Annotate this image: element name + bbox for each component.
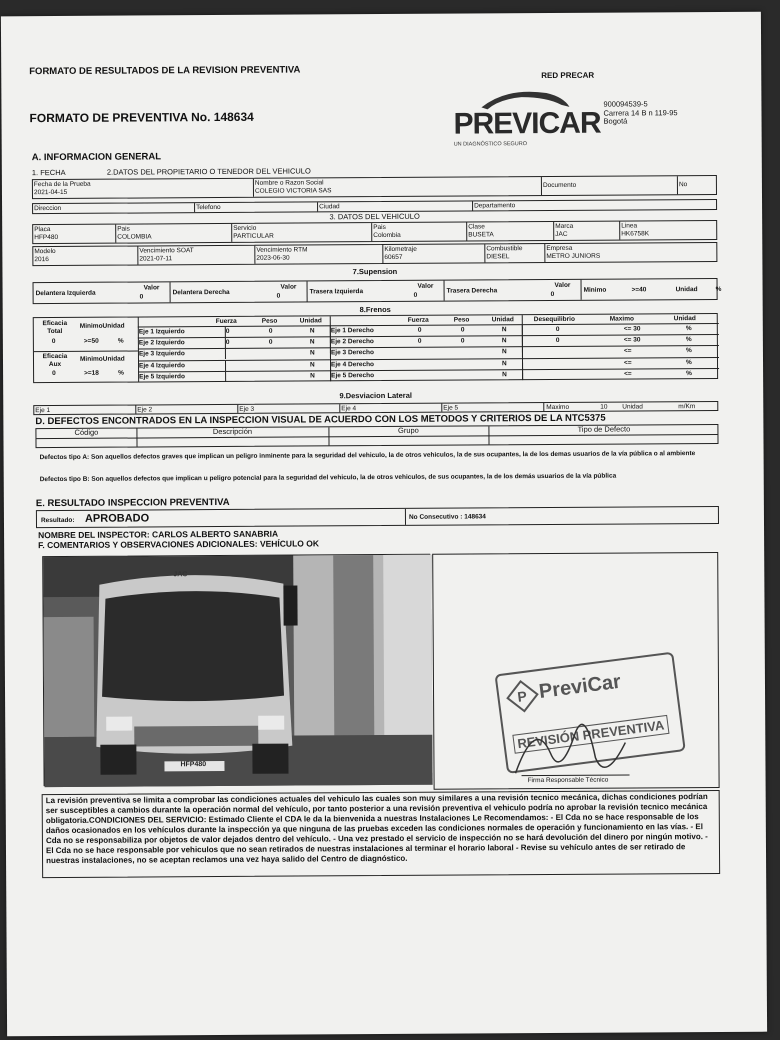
vehicle-field-label: Pais xyxy=(117,225,130,233)
vehicle-photo xyxy=(42,554,431,786)
frenos-col-divider xyxy=(522,348,523,358)
vehicle-row-1 xyxy=(32,220,717,244)
frenos-table xyxy=(33,313,718,383)
freno-eje-der: Eje 1 Derecho xyxy=(330,327,374,335)
freno-eje-der: Eje 2 Derecho xyxy=(330,338,374,346)
network-name: RED PRECAR xyxy=(541,70,595,81)
vehicle-field-value: Colombia xyxy=(373,231,401,240)
frenos-rows xyxy=(138,323,719,383)
freno-unidad: % xyxy=(686,369,692,377)
stamp-brand: PreviCar xyxy=(537,670,623,704)
vehicle-field-label: Vencimiento RTM xyxy=(256,246,308,254)
vehicle-field xyxy=(485,244,545,262)
freno-fuerza-der: 0 xyxy=(417,337,422,345)
freno-unidad-der: N xyxy=(501,348,507,356)
razon-value: COLEGIO VICTORIA SAS xyxy=(254,187,332,195)
suspension-valor: 0 xyxy=(413,291,418,299)
frenos-row xyxy=(138,368,719,383)
frenos-col-divider xyxy=(522,359,523,369)
comentarios: F. COMENTARIOS Y OBSERVACIONES ADICIONALES: VEHÍCULO OK xyxy=(38,538,320,551)
freno-eje-izq: Eje 3 Izquierdo xyxy=(138,350,185,358)
desviacion-eje xyxy=(442,403,544,412)
vehicle-field xyxy=(33,246,138,265)
eficacia-aux-unit: % xyxy=(118,369,124,377)
freno-unidad-der: N xyxy=(501,359,507,367)
inspector-name: NOMBRE DEL INSPECTOR: CARLOS ALBERTO SANABRIA xyxy=(38,528,279,541)
suspension-field xyxy=(171,281,308,302)
vehicle-field-label: Placa xyxy=(34,226,51,234)
frenos-col-divider xyxy=(330,326,331,336)
vehicle-field xyxy=(620,221,718,240)
desviacion-eje xyxy=(238,404,340,413)
no-label: No xyxy=(678,181,688,189)
suspension-valor: 0 xyxy=(276,292,281,300)
signature-scribble-icon xyxy=(505,712,645,783)
vehicle-field xyxy=(255,245,383,264)
vehicle-row-2 xyxy=(32,242,717,266)
result-row xyxy=(36,506,719,528)
desviacion-maximo-label: Maximo xyxy=(546,403,570,412)
suspension-minimo-value: >=40 xyxy=(631,286,647,294)
desviacion-unidad-value: m/Km xyxy=(678,403,696,411)
bus-brand: JAC xyxy=(173,571,188,579)
resultado-label: Resultado: xyxy=(40,516,75,525)
vehicle-field-label: Combustible xyxy=(486,245,523,253)
vehicle-field-value: PARTICULAR xyxy=(233,232,274,240)
vehicle-field-label: Kilometraje xyxy=(384,245,417,253)
eficacia-total-value: 0 xyxy=(51,338,56,346)
desviacion-unidad-label: Unidad xyxy=(622,403,643,411)
vehicle-field-value: BUSETA xyxy=(468,231,494,239)
vehicle-field-value: HK6758K xyxy=(621,230,650,238)
freno-peso-izq: 0 xyxy=(268,327,273,335)
company-nit: 900094539-5 xyxy=(603,99,648,109)
disclaimer-text: La revisión preventiva se limita a comprobar las condiciones actuales del vehiculo las cuales son muy similares a una revisión tecnico mecánica, dichas condiciones podrían ser susceptibles a cambios durante la operación normal del vehículo, por tanto posterior a una revisión preventiva el vehiculo podría no aprobar la revisión tecnico mecánica obligatoria.CONDICIONES DEL SERVICIO: Estimado Cliente el CDA le da la bienvenida a nuestras Instalaciones Le Recomendamos: - El Cda no se hace responsable de los daños ocasionados en los vehículos durante la inspección ya que ninguna de las pruebas exceden las condiciones normales de operación y funcionamiento en las vías. - El Cda no se responsabiliza por objetos de valor dejados dentro del vehículo. - Una vez prestado el servicio de inspección no se hará devolución del dinero por ningún motivo. - El Cda no se hace responsable por vehiculos que no sean retirados de nuestras instalaciones al terminar el horario laboral - Revise su vehículo antes de ser retirado de nuestras instalaciones, no se aceptan reclamos una vez haya salido del Centro de diagnóstico. xyxy=(45,792,708,866)
form-title: FORMATO DE PREVENTIVA No. 148634 xyxy=(29,109,254,126)
razon-label: Nombre o Razon Social xyxy=(254,179,324,187)
col-desequilibrio: Desequilibrio xyxy=(533,315,575,324)
eficacia-aux-label: Eficacia Aux xyxy=(42,352,68,368)
suspension-minimo xyxy=(582,279,722,300)
defects-table xyxy=(35,424,718,448)
documento-label: Documento xyxy=(542,181,577,190)
desviacion-eje-label: Eje 1 xyxy=(35,407,51,415)
suspension-valor: 0 xyxy=(550,290,555,298)
telefono-label: Telefono xyxy=(196,203,221,212)
freno-maximo: <= 30 xyxy=(623,336,641,344)
frenos-col-divider xyxy=(522,325,523,335)
col-peso-right: Peso xyxy=(453,316,470,324)
stamp-logo-icon xyxy=(503,677,541,715)
frenos-col-divider xyxy=(225,372,226,382)
note-defect-a: Defectos tipo A: Son aquellos defectos graves que implican un peligro inminente para la seguridad del vehiculo, la de otros vehiculos, la de sus ocupantes, la de los demas usuarios de la vía pública o al ambiente xyxy=(39,450,696,462)
col-unidad-right: Unidad xyxy=(491,316,514,324)
desviacion-eje-label: Eje 4 xyxy=(341,405,357,413)
frenos-col-divider xyxy=(225,349,226,359)
freno-peso-izq: 0 xyxy=(268,338,273,346)
doc-title: FORMATO DE RESULTADOS DE LA REVISION PREVENTIVA xyxy=(29,64,301,78)
section-d-title: D. DEFECTOS ENCONTRADOS EN LA INSPECCION VISUAL DE ACUERDO CON LOS METODOS Y CRITERIOS DE LA NTC5375 xyxy=(35,412,606,428)
frenos-col-divider xyxy=(225,361,226,371)
svg-text:P: P xyxy=(516,687,528,705)
vehicle-field-label: Modelo xyxy=(34,248,56,256)
suspension-label: Delantera Derecha xyxy=(172,288,230,297)
vehicle-field-value: METRO JUNIORS xyxy=(546,252,601,261)
suspension-valor-label: Valor xyxy=(417,282,434,290)
eficacia-total-min: >=50 xyxy=(83,337,99,345)
section-a-title: A. INFORMACION GENERAL xyxy=(31,151,162,164)
desviacion-maximo-value: 10 xyxy=(600,403,608,411)
vehicle-field xyxy=(138,246,255,265)
vehicle-field xyxy=(232,223,372,242)
freno-unidad: % xyxy=(685,336,692,344)
vehicle-field-label: Vencimiento SOAT xyxy=(139,247,194,255)
company-info xyxy=(603,100,677,126)
suspension-minimo-label: Minimo xyxy=(583,286,607,294)
eficacia-aux-min: >=18 xyxy=(84,369,99,377)
frenos-col-divider xyxy=(330,338,331,348)
section-propietario-label: 2.DATOS DEL PROPIETARIO O TENEDOR DEL VEHICULO xyxy=(106,166,311,177)
vehicle-field-label: Marca xyxy=(555,222,574,230)
desviacion-maximo xyxy=(544,402,719,411)
freno-desequilibrio: 0 xyxy=(555,325,560,333)
frenos-col-divider xyxy=(225,338,226,348)
suspension-unidad-label: Unidad xyxy=(675,286,698,294)
previcar-logo xyxy=(451,83,601,154)
freno-unidad-izq: N xyxy=(310,372,315,380)
freno-unidad-der: N xyxy=(502,371,507,379)
vehicle-field-label: Servicio xyxy=(233,224,257,232)
vehicle-field-value: HFP480 xyxy=(34,233,59,242)
vehicle-field xyxy=(467,222,554,241)
desviacion-row xyxy=(33,401,718,415)
col-unidad: Unidad xyxy=(673,315,696,323)
frenos-col-divider xyxy=(330,371,331,381)
firma-label: Firma Responsable Técnico xyxy=(527,776,609,785)
freno-desequilibrio: 0 xyxy=(555,337,560,345)
consecutivo: No Consecutivo : 148634 xyxy=(408,513,486,521)
note-defect-b: Defectos tipo B: Son aquellos defectos que implican u peligro potencial para la seguridad del vehiculo, la de otros vehiculos, de sus ocupantes, la de los demás usuarios de la vía pública xyxy=(39,472,617,484)
vehicle-field xyxy=(545,243,718,262)
freno-eje-der: Eje 5 Derecho xyxy=(331,371,375,380)
col-fuerza-left: Fuerza xyxy=(215,317,237,326)
vehicle-field-value: DIESEL xyxy=(486,253,510,261)
frenos-col-divider xyxy=(225,327,226,337)
freno-unidad: % xyxy=(685,347,692,355)
col-codigo: Código xyxy=(74,427,99,437)
suspension-label: Trasera Derecha xyxy=(446,287,498,295)
suspension-label: Delantera Izquierda xyxy=(35,289,96,298)
freno-fuerza-izq: 0 xyxy=(225,339,230,347)
desviacion-title: 9.Desviacion Lateral xyxy=(339,390,413,401)
freno-peso-der: 0 xyxy=(460,337,465,345)
desviacion-eje-label: Eje 3 xyxy=(239,405,255,413)
eficacia-aux-value: 0 xyxy=(52,370,56,378)
freno-unidad-izq: N xyxy=(309,349,315,357)
vehicle-field-value: JAC xyxy=(555,230,568,238)
col-fuerza-right: Fuerza xyxy=(407,316,429,324)
freno-maximo: <= xyxy=(624,370,632,378)
col-descripcion: Descripción xyxy=(212,426,253,437)
eficacia-total-minlabel: MinimoUnidad xyxy=(79,322,125,330)
disclaimer-box xyxy=(42,790,721,878)
suspension-unidad-value: % xyxy=(715,285,722,293)
freno-eje-der: Eje 4 Derecho xyxy=(331,360,375,368)
vehicle-field-value: 2021-07-11 xyxy=(139,255,173,263)
freno-unidad-izq: N xyxy=(310,361,315,369)
eficacia-total-label: Eficacia Total xyxy=(42,319,68,335)
freno-unidad: % xyxy=(685,325,692,333)
freno-eje-izq: Eje 4 Izquierdo xyxy=(139,361,185,370)
company-address: Carrera 14 B n 119-95 xyxy=(603,107,678,118)
eficacia-aux-minlabel: MinimoUnidad xyxy=(79,355,125,363)
desviacion-eje-label: Eje 2 xyxy=(137,406,153,414)
freno-maximo: <= xyxy=(623,359,632,367)
freno-unidad-izq: N xyxy=(309,327,315,335)
desviacion-eje xyxy=(136,405,238,414)
freno-eje-der: Eje 3 Derecho xyxy=(330,349,374,357)
col-peso-left: Peso xyxy=(261,317,278,325)
vehiculo-title: 3. DATOS DEL VEHICULO xyxy=(329,211,420,222)
vehicle-field-label: Clase xyxy=(468,223,485,231)
vehicle-field-label: Linea xyxy=(621,222,638,230)
col-tipo-defecto: Tipo de Defecto xyxy=(577,424,631,434)
freno-eje-izq: Eje 5 Izquierdo xyxy=(139,373,185,381)
col-grupo: Grupo xyxy=(397,425,419,435)
vehicle-field xyxy=(372,222,467,241)
suspension-valor-label: Valor xyxy=(554,281,571,289)
freno-eje-izq: Eje 2 Izquierdo xyxy=(138,339,185,347)
desviacion-eje-label: Eje 5 xyxy=(443,404,459,412)
logo-tagline: UN DIAGNÓSTICO SEGURO xyxy=(453,141,528,148)
freno-eje-izq: Eje 1 Izquierdo xyxy=(138,328,185,336)
suspension-label: Trasera Izquierda xyxy=(309,288,364,296)
vehicle-field-label: Empresa xyxy=(546,244,573,253)
col-unidad-left: Unidad xyxy=(299,317,322,325)
logo-text: PREVICAR xyxy=(453,106,601,141)
frenos-title: 8.Frenos xyxy=(359,304,391,315)
frenos-col-divider xyxy=(522,370,523,380)
vehicle-field-value: 2016 xyxy=(34,256,49,264)
desviacion-eje xyxy=(34,406,136,415)
freno-fuerza-izq: 0 xyxy=(225,327,230,335)
suspension-field xyxy=(34,282,171,303)
company-city: Bogotá xyxy=(603,116,628,126)
vehicle-field-value: 60657 xyxy=(384,253,403,261)
bus-plate: HFP480 xyxy=(180,761,207,769)
eficacia-total-unit: % xyxy=(117,337,124,345)
ciudad-label: Ciudad xyxy=(319,203,340,211)
frenos-col-divider xyxy=(330,349,331,359)
vehicle-field-value: 2023-06-30 xyxy=(256,254,290,262)
freno-unidad-der: N xyxy=(501,337,507,345)
suspension-field xyxy=(308,281,445,302)
vehicle-field xyxy=(116,224,232,243)
section-e-title: E. RESULTADO INSPECCION PREVENTIVA xyxy=(35,496,230,510)
resultado-value: APROBADO xyxy=(84,512,150,525)
vehicle-field xyxy=(33,225,116,244)
fecha-label: Fecha de la Prueba xyxy=(33,180,91,189)
suspension-row xyxy=(33,278,722,304)
suspension-title: 7.Supension xyxy=(352,266,398,277)
departamento-label: Departamento xyxy=(474,202,516,210)
freno-maximo: <= 30 xyxy=(623,325,641,333)
suspension-valor-label: Valor xyxy=(280,283,297,291)
frenos-col-divider xyxy=(330,360,331,370)
section-fecha-label: 1. FECHA xyxy=(31,167,66,178)
vehicle-field-label: Pais xyxy=(373,223,386,232)
suspension-field xyxy=(445,280,582,301)
document-page xyxy=(1,12,767,1037)
stamp-text: REVISIÓN PREVENTIVA xyxy=(512,715,669,754)
owner-row xyxy=(32,175,717,199)
desviacion-eje xyxy=(340,404,442,413)
direccion-label: Direccion xyxy=(34,204,62,213)
freno-unidad: % xyxy=(685,358,692,366)
vehicle-field-value: COLOMBIA xyxy=(117,233,152,241)
vehicle-field xyxy=(383,244,485,263)
suspension-valor-label: Valor xyxy=(143,284,160,292)
col-maximo: Maximo xyxy=(609,315,634,323)
freno-fuerza-der: 0 xyxy=(417,326,422,334)
suspension-valor: 0 xyxy=(139,293,144,301)
freno-unidad-izq: N xyxy=(309,338,315,346)
freno-peso-der: 0 xyxy=(460,326,465,334)
freno-unidad-der: N xyxy=(501,326,507,334)
freno-maximo: <= xyxy=(623,347,632,355)
frenos-col-divider xyxy=(522,336,523,346)
fecha-value: 2021-04-15 xyxy=(33,188,68,197)
vehicle-field xyxy=(554,222,620,240)
